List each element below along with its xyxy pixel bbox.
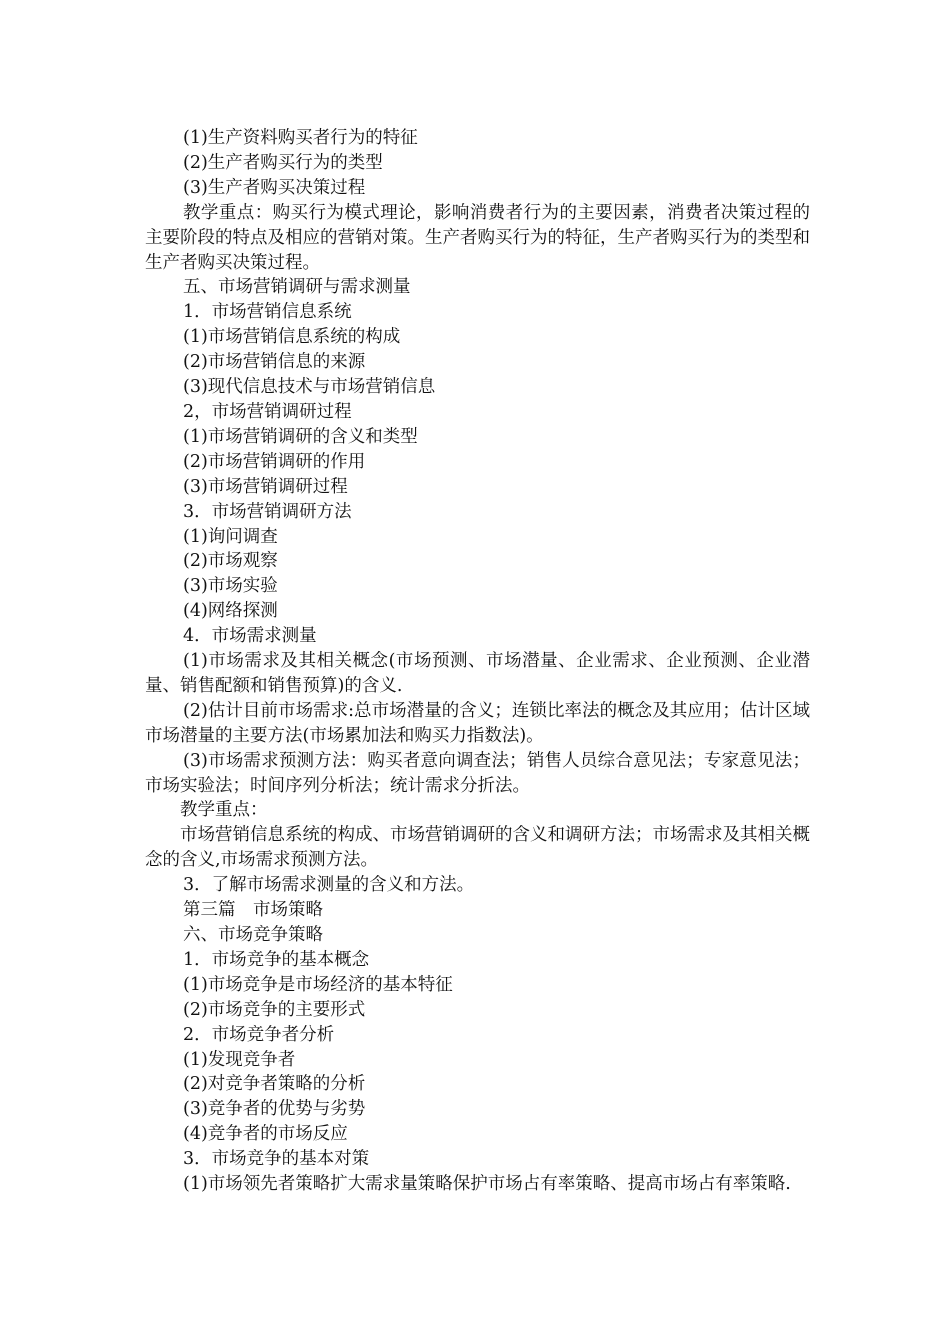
list-item: (3)市场营销调研过程 (183, 476, 348, 497)
list-item: (3)竞争者的优势与劣势 (183, 1099, 366, 1120)
subsection-heading: 3．市场竞争的基本对策 (183, 1149, 370, 1170)
section-heading: 五、市场营销调研与需求测量 (183, 277, 411, 298)
subsection-heading: 2．市场竞争者分析 (183, 1024, 335, 1045)
subsection-heading: 2，市场营销调研过程 (183, 401, 352, 422)
paragraph-teaching-focus: 市场营销信息系统的构成、市场营销调研的含义和调研方法；市场需求及其相关概念的含义,市场需求预测方法。 (145, 825, 810, 871)
list-item: (4)网络探测 (183, 601, 278, 622)
list-item: (1)市场竞争是市场经济的基本特征 (183, 974, 453, 995)
list-item: 3．了解市场需求测量的含义和方法。 (183, 875, 475, 896)
list-item: (1)询问调查 (183, 526, 278, 547)
paragraph-teaching-focus: 教学重点：购买行为模式理论，影响消费者行为的主要因素，消费者决策过程的主要阶段的特点及相应的营销对策。生产者购买行为的特征，生产者购买行为的类型和生产者购买决策过程。 (145, 202, 810, 273)
list-item: (2)市场观察 (183, 551, 278, 572)
document-body (145, 126, 810, 1197)
list-item: (1)市场营销信息系统的构成 (183, 327, 401, 348)
paragraph-list-item: (3)市场需求预测方法：购买者意向调查法；销售人员综合意见法；专家意见法；市场实验法；时间序列分析法；统计需求分折法。 (145, 750, 810, 796)
list-item: (2)对竞争者策略的分析 (183, 1074, 366, 1095)
paragraph-list-item: (1)市场领先者策略扩大需求量策略保护市场占有率策略、提高市场占有率策略. (183, 1174, 791, 1195)
list-item: (4)竞争者的市场反应 (183, 1124, 348, 1145)
list-item: (2)生产者购买行为的类型 (183, 152, 383, 173)
list-item: (2)市场营销调研的作用 (183, 451, 366, 472)
list-item: (1)市场营销调研的含义和类型 (183, 426, 418, 447)
list-item: (2)市场竞争的主要形式 (183, 999, 366, 1020)
subsection-heading: 3．市场营销调研方法 (183, 501, 352, 522)
list-item: (1)生产资料购买者行为的特征 (183, 128, 418, 148)
teaching-focus-label: 教学重点： (180, 800, 268, 821)
paragraph-list-item: (2)估计目前市场需求:总市场潜量的含义；连锁比率法的概念及其应用；估计区域市场潜量的主要方法(市场累加法和购买力指数法)。 (145, 700, 810, 746)
subsection-heading: 1．市场竞争的基本概念 (183, 949, 370, 970)
paragraph-list-item: (1)市场需求及其相关概念(市场预测、市场潜量、企业需求、企业预测、企业潜量、销售配额和销售预算)的含义. (145, 651, 810, 696)
list-item: (1)发现竞争者 (183, 1049, 296, 1070)
subsection-heading: 1．市场营销信息系统 (183, 302, 352, 323)
section-heading: 六、市场竞争策略 (183, 925, 323, 945)
subsection-heading: 4．市场需求测量 (183, 626, 317, 647)
list-item: (3)生产者购买决策过程 (183, 177, 366, 198)
list-item: (2)市场营销信息的来源 (183, 352, 366, 373)
part-heading: 第三篇 市场策略 (183, 900, 323, 921)
list-item: (3)市场实验 (183, 576, 278, 597)
list-item: (3)现代信息技术与市场营销信息 (183, 377, 436, 398)
